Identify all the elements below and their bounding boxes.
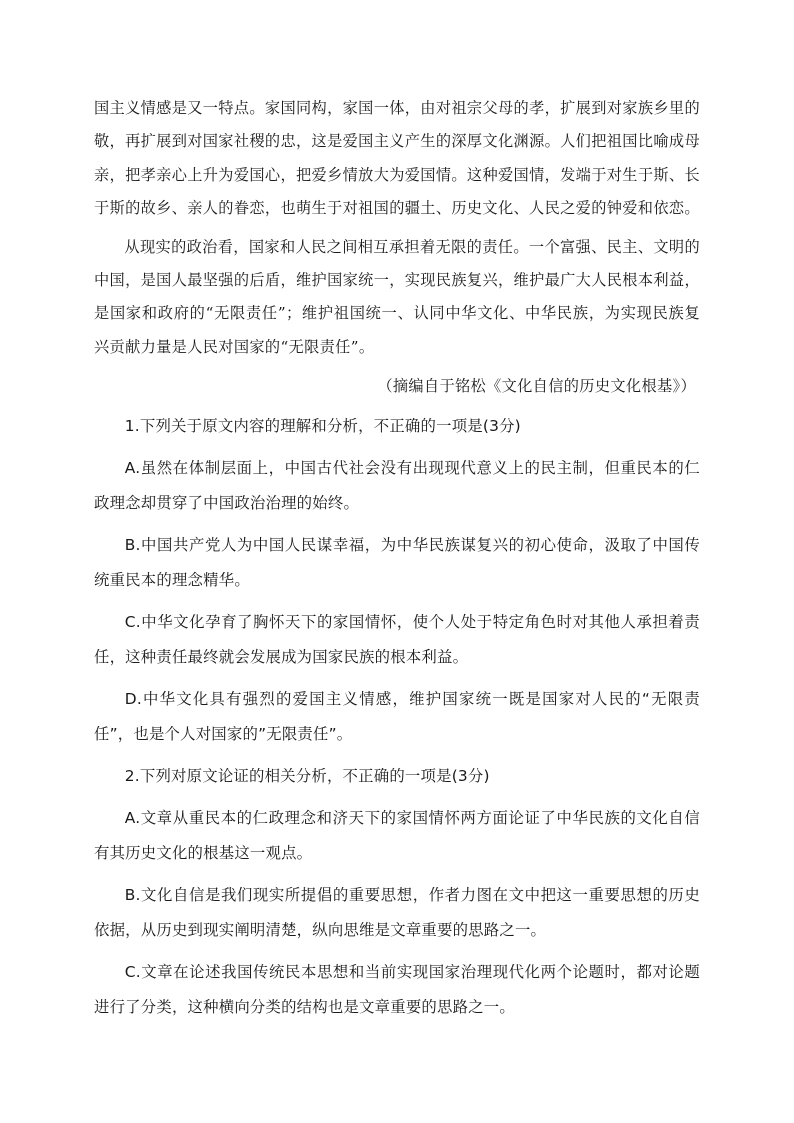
question-stem: 1.下列关于原文内容的理解和分析，不正确的一项是(3分)	[124, 416, 521, 435]
option-a: A.文章从重民本的仁政理念和济天下的家国情怀两方面论证了中华民族的文化自信有其历史文化的根基这一观点。	[94, 808, 700, 862]
option-c: C.中华文化孕育了胸怀天下的家国情怀，使个人处于特定角色时对其他人承担着责任，这种责任最终就会发展成为国家民族的根本利益。	[94, 612, 700, 666]
option-b: B.中国共产党人为中国人民谋幸福，为中华民族谋复兴的初心使命，汲取了中国传统重民本的理念精华。	[94, 535, 700, 589]
passage-paragraph-continued: 国主义情感是又一特点。家国同构，家国一体，由对祖宗父母的孝，扩展到对家族乡里的敬，再扩展到对国家社稷的忠，这是爱国主义产生的深厚文化渊源。人们把祖国比喻成母亲，把孝亲心上升为爱国心，把爱乡情放大为爱国情。这种爱国情，发端于对生于斯、长于斯的故乡、亲人的眷恋，也萌生于对祖国的疆土、历史文化、人民之爱的钟爱和依恋。	[94, 99, 700, 218]
option-b: B.文化自信是我们现实所提倡的重要思想，作者力图在文中把这一重要思想的历史依据，从历史到现实阐明清楚，纵向思维是文章重要的思路之一。	[94, 885, 700, 939]
passage-paragraph-2: 从现实的政治看，国家和人民之间相互承担着无限的责任。一个富强、民主、文明的中国，是国人最坚强的后盾，维护国家统一，实现民族复兴，维护最广大人民根本利益，是国家和政府的“无限责任”；维护祖国统一、认同中华文化、中华民族，为实现民族复兴贡献力量是人民对国家的“无限责任”。	[94, 237, 700, 356]
passage-source: （摘编自于铭松《文化自信的历史文化根基》）	[377, 377, 696, 396]
option-a: A.虽然在体制层面上，中国古代社会没有出现现代意义上的民主制，但重民本的仁政理念却贯穿了中国政治治理的始终。	[94, 458, 700, 512]
question-2	[94, 759, 700, 1025]
question-stem: 2.下列对原文论证的相关分析，不正确的一项是(3分)	[124, 766, 490, 785]
question-1	[94, 409, 700, 752]
option-d: D.中华文化具有强烈的爱国主义情感，维护国家统一既是国家对人民的“无限责任”，也是个人对国家的”无限责任”。	[94, 689, 700, 743]
option-c: C.文章在论述我国传统民本思想和当前实现国家治理现代化两个论题时，都对论题进行了分类，这种横向分类的结构也是文章重要的思路之一。	[94, 962, 700, 1016]
exam-page	[94, 92, 700, 1025]
